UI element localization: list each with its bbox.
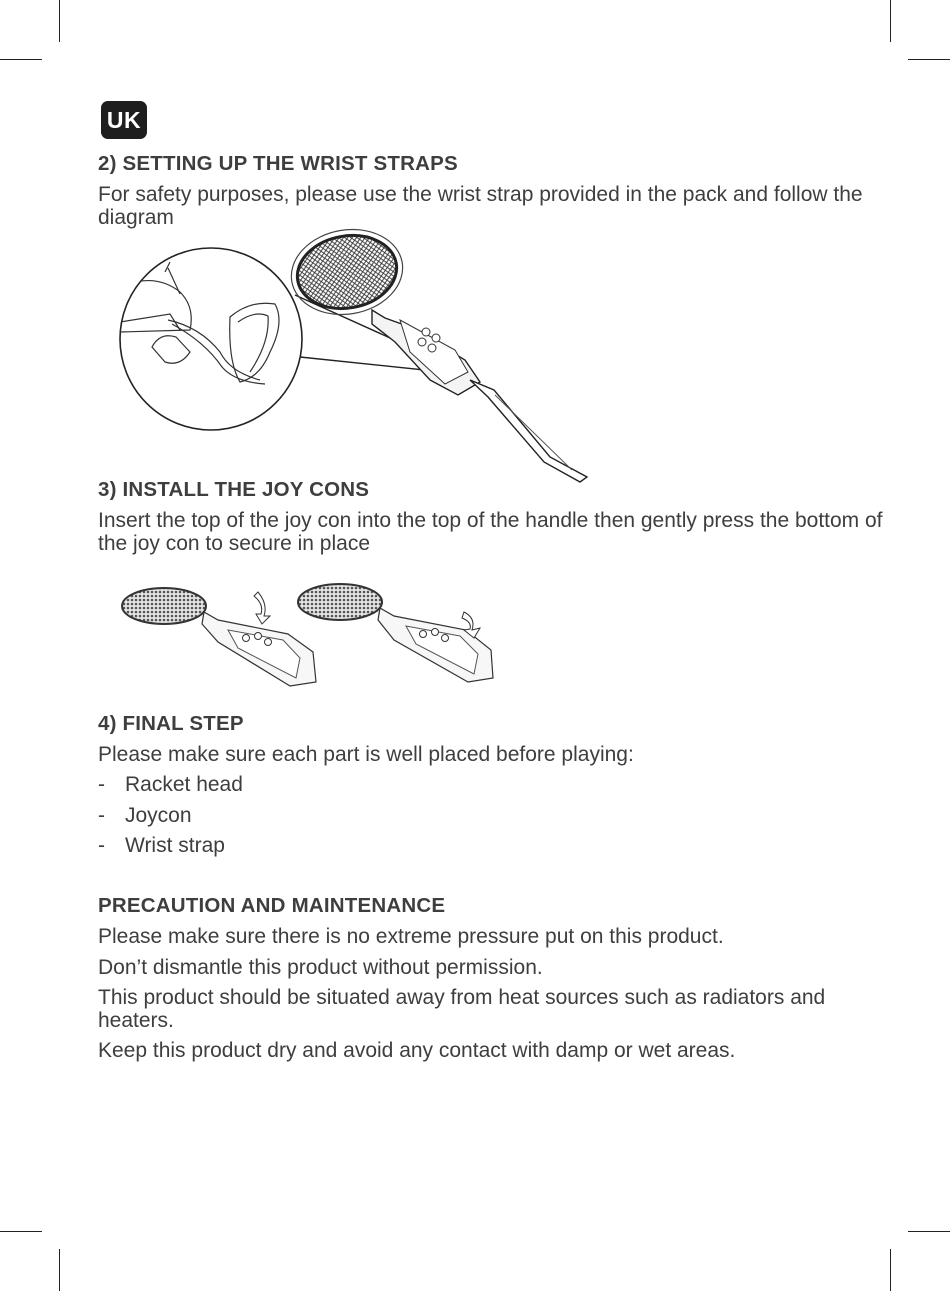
racket-left-illustration (122, 588, 316, 686)
language-badge: UK (101, 101, 147, 139)
racket-right-illustration (298, 584, 493, 682)
precaution-line: Keep this product dry and avoid any contact with damp or wet areas. (98, 1039, 736, 1062)
list-item-label: Racket head (125, 773, 243, 796)
joy-cons-heading: 3) INSTALL THE JOY CONS (98, 478, 370, 501)
joy-cons-text: Insert the top of the joy con into the top of the handle then gently press the bottom of the joy con to secure in place (98, 509, 883, 555)
crop-mark (0, 59, 42, 60)
wrist-straps-heading: 2) SETTING UP THE WRIST STRAPS (98, 152, 458, 175)
crop-mark (59, 0, 60, 42)
crop-mark (890, 1249, 891, 1291)
joy-con-install-diagram (118, 582, 498, 694)
crop-mark (908, 59, 950, 60)
list-item-label: Joycon (125, 804, 192, 827)
list-item: - Joycon (98, 804, 192, 827)
crop-mark (890, 0, 891, 42)
list-item: - Racket head (98, 773, 243, 796)
crop-mark (908, 1231, 950, 1232)
precaution-line: This product should be situated away from heat sources such as radiators and heaters. (98, 986, 826, 1032)
wrist-strap-diagram (110, 232, 610, 482)
crop-mark (59, 1249, 60, 1291)
precaution-line: Please make sure there is no extreme pressure put on this product. (98, 925, 724, 948)
wrist-straps-text: For safety purposes, please use the wrist strap provided in the pack and follow the diagram (98, 183, 863, 229)
precaution-heading: PRECAUTION AND MAINTENANCE (98, 894, 446, 917)
precaution-line: Don’t dismantle this product without permission. (98, 956, 543, 979)
list-item-label: Wrist strap (125, 834, 225, 857)
crop-mark (0, 1231, 42, 1232)
final-step-heading: 4) FINAL STEP (98, 712, 244, 735)
list-item: - Wrist strap (98, 834, 225, 857)
final-step-text: Please make sure each part is well placed before playing: (98, 743, 634, 766)
